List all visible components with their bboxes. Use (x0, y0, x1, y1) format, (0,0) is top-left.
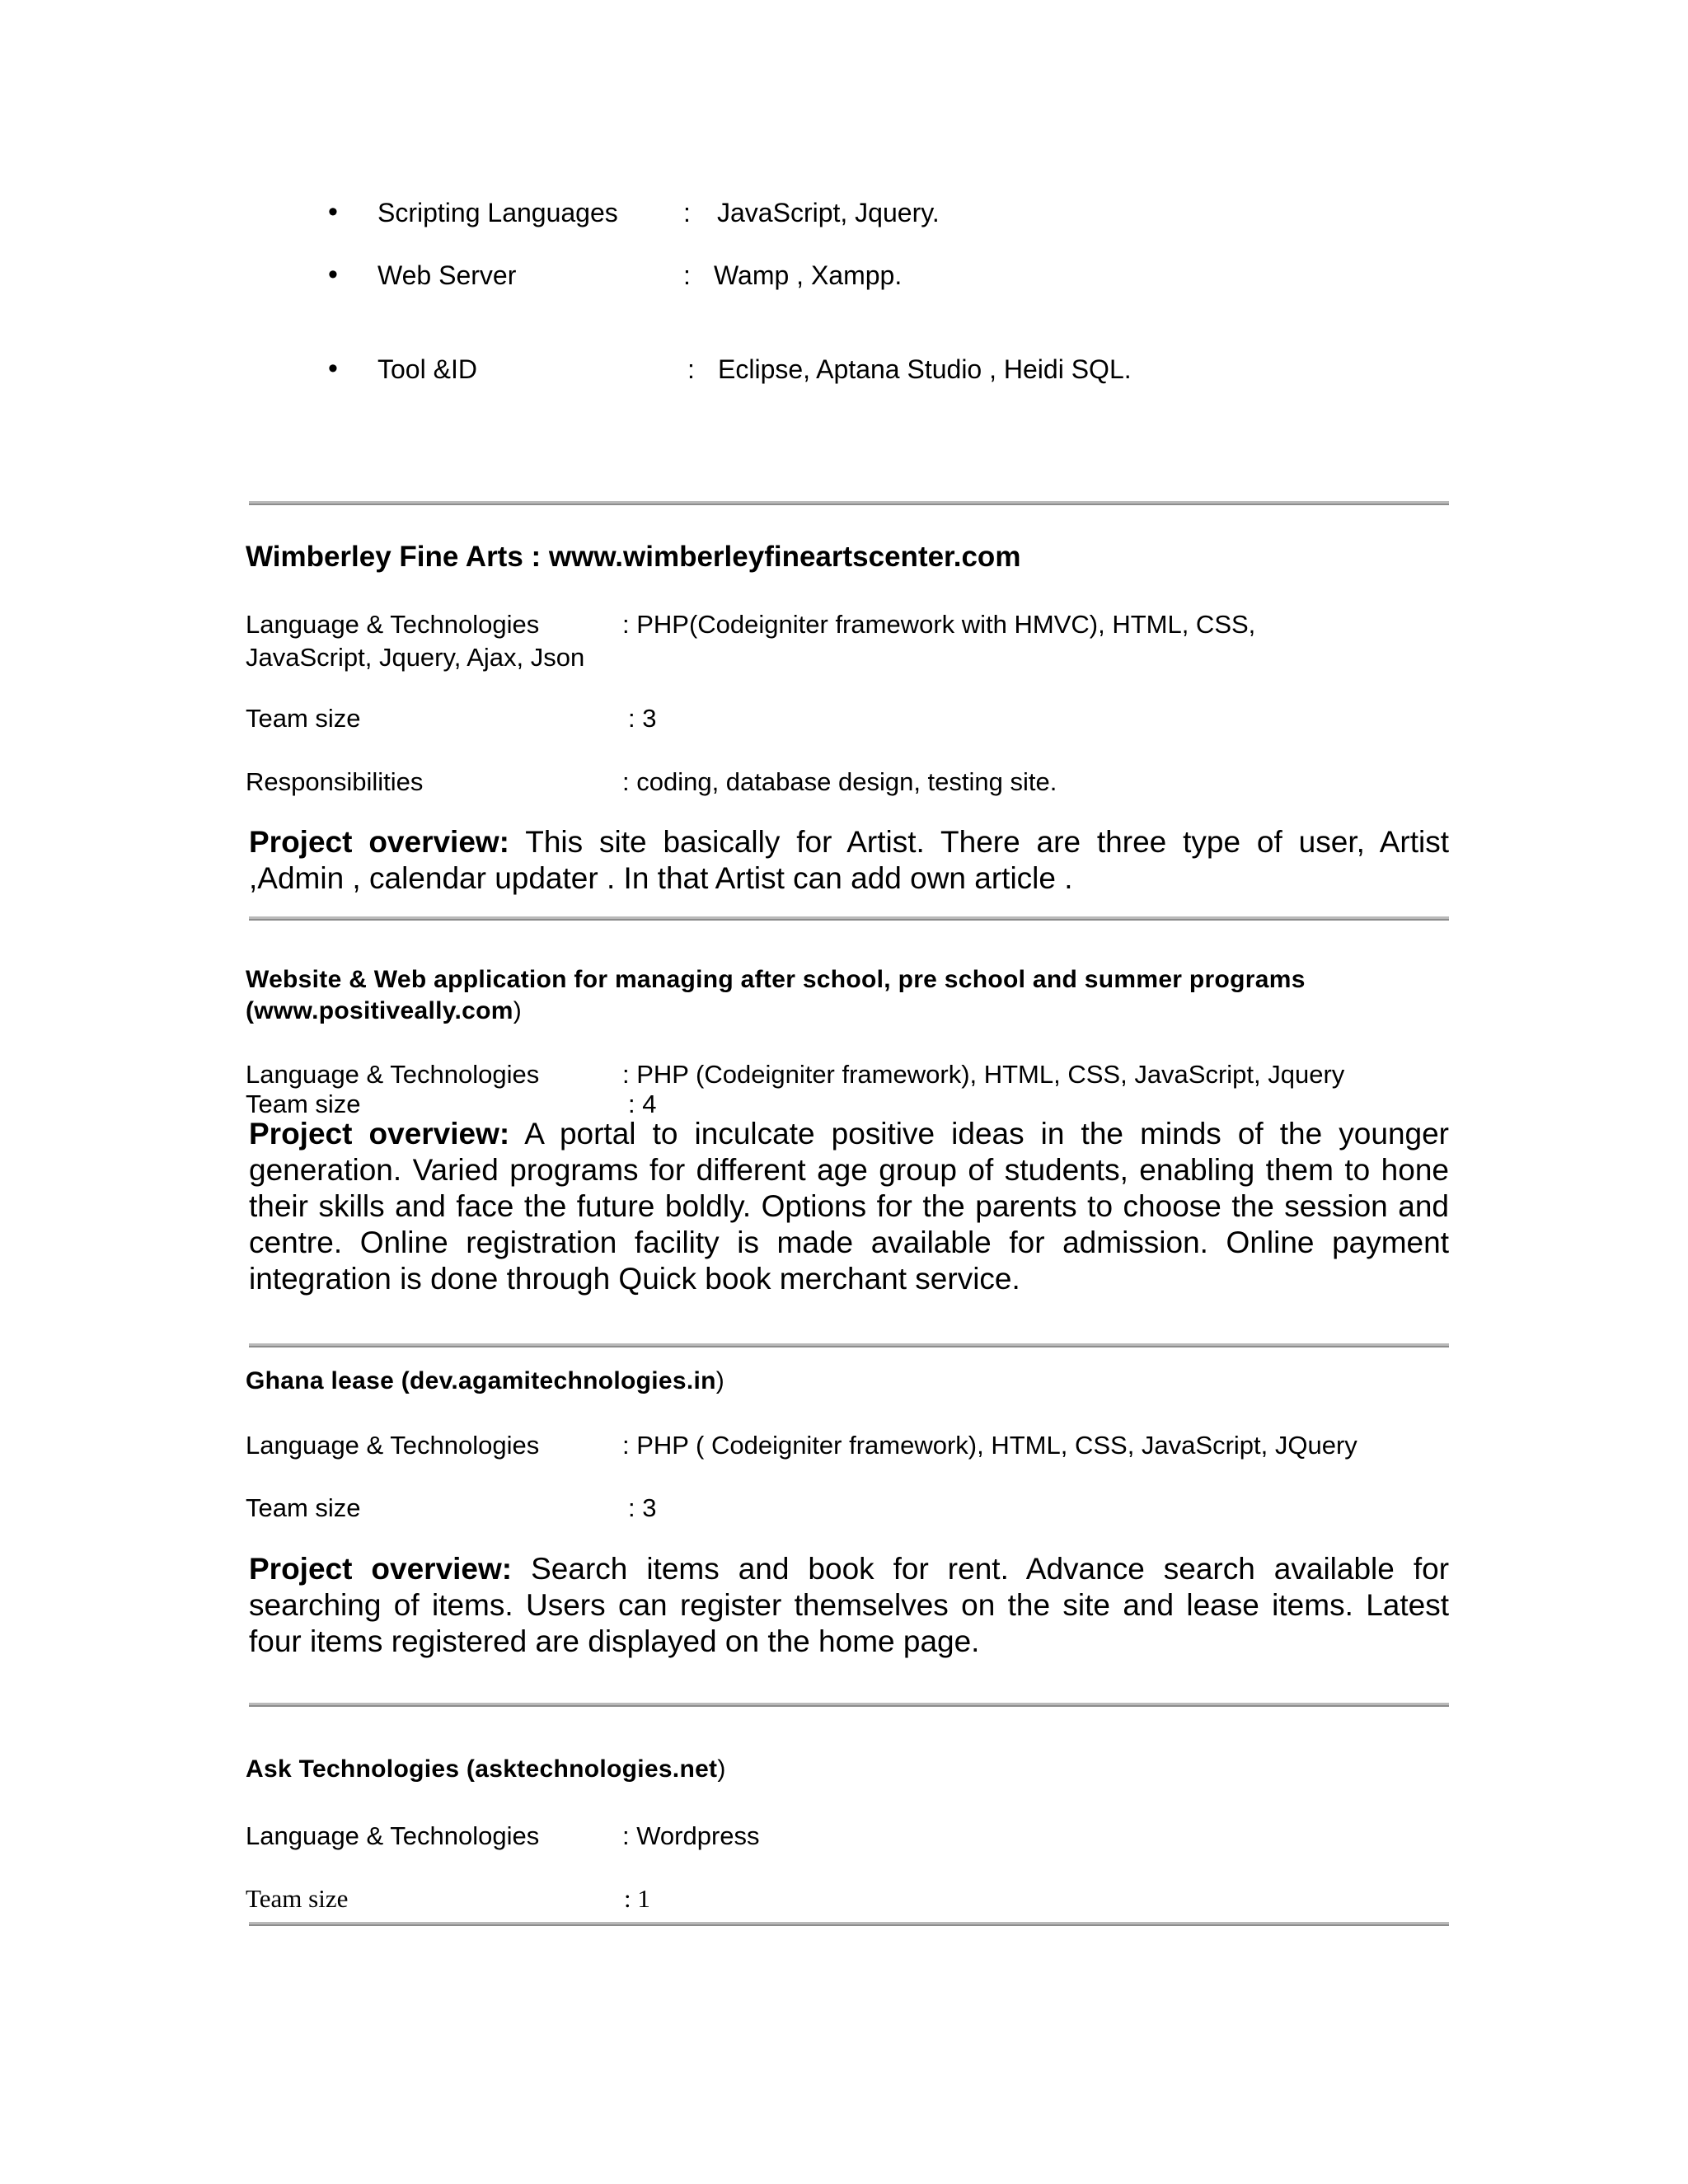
section-divider (249, 501, 1449, 505)
bullet-icon: • (328, 196, 338, 227)
section-divider (249, 916, 1449, 921)
team-size-value: : 4 (628, 1090, 657, 1118)
project-overview (249, 1551, 1449, 1660)
skill-colon: : (683, 198, 691, 227)
team-size-label: Team size (246, 1884, 349, 1913)
skill-value: JavaScript, Jquery. (717, 198, 940, 227)
team-size-label: Team size (246, 1493, 361, 1522)
language-value-cont: JavaScript, Jquery, Ajax, Json (246, 643, 585, 672)
project-overview (249, 824, 1449, 897)
overview-label: Project overview: (249, 825, 510, 859)
overview-text: Search items and book for rent. Advance search available for searching of items. Users can register themselves on the site and lease items. Latest four items registered are displayed on the home page. (249, 1552, 1450, 1658)
skill-colon: : (687, 354, 695, 384)
skill-label: Web Server (377, 260, 517, 290)
bullet-icon: • (328, 353, 338, 384)
language-value: : PHP (Codeigniter framework), HTML, CSS, JavaScript, Jquery (622, 1060, 1345, 1089)
skill-label: Scripting Languages (377, 198, 618, 227)
section-divider (249, 1343, 1449, 1347)
section-divider (249, 1922, 1449, 1926)
language-value: : PHP ( Codeigniter framework), HTML, CSS, JavaScript, JQuery (622, 1431, 1357, 1460)
skill-value: Wamp , Xampp. (714, 260, 903, 290)
project-title-url: (www.positiveally.com) (246, 997, 523, 1024)
language-label: Language & Technologies (246, 1431, 540, 1460)
skill-colon: : (683, 260, 691, 290)
bullet-icon: • (328, 259, 338, 290)
responsibilities-value: : coding, database design, testing site. (622, 767, 1057, 796)
team-size-value: : 1 (624, 1884, 650, 1913)
project-title: Ghana lease (dev.agamitechnologies.in) (246, 1367, 725, 1394)
language-value: : Wordpress (622, 1821, 760, 1850)
team-size-label: Team size (246, 1090, 361, 1118)
overview-label: Project overview: (249, 1552, 513, 1586)
language-label: Language & Technologies (246, 1821, 540, 1850)
project-title: Website & Web application for managing after school, pre school and summer programs (246, 966, 1306, 993)
project-overview (249, 1116, 1449, 1297)
overview-text: This site basically for Artist. There are three type of user, Artist ,Admin , calendar updater . In that Artist can add own article . (249, 825, 1449, 895)
team-size-label: Team size (246, 704, 361, 733)
language-value: : PHP(Codeigniter framework with HMVC), HTML, CSS, (622, 610, 1256, 639)
skill-value: Eclipse, Aptana Studio , Heidi SQL. (718, 354, 1132, 384)
responsibilities-label: Responsibilities (246, 767, 424, 796)
language-label: Language & Technologies (246, 610, 540, 639)
team-size-value: : 3 (628, 1493, 657, 1522)
project-title: Ask Technologies (asktechnologies.net) (246, 1755, 726, 1783)
team-size-value: : 3 (628, 704, 657, 733)
project-title: Wimberley Fine Arts : www.wimberleyfineartscenter.com (246, 541, 1021, 573)
overview-label: Project overview: (249, 1117, 510, 1151)
skill-label: Tool &ID (377, 354, 477, 384)
section-divider (249, 1703, 1449, 1707)
overview-text: A portal to inculcate positive ideas in the minds of the younger generation. Varied programs for different age group of students, enabling them to hone their skills and face the future boldly. Options for the parents to choose the session and centre. Online registration facility is made available for admission. Online payment integration is done through Quick book merchant service. (249, 1117, 1449, 1296)
language-label: Language & Technologies (246, 1060, 540, 1089)
